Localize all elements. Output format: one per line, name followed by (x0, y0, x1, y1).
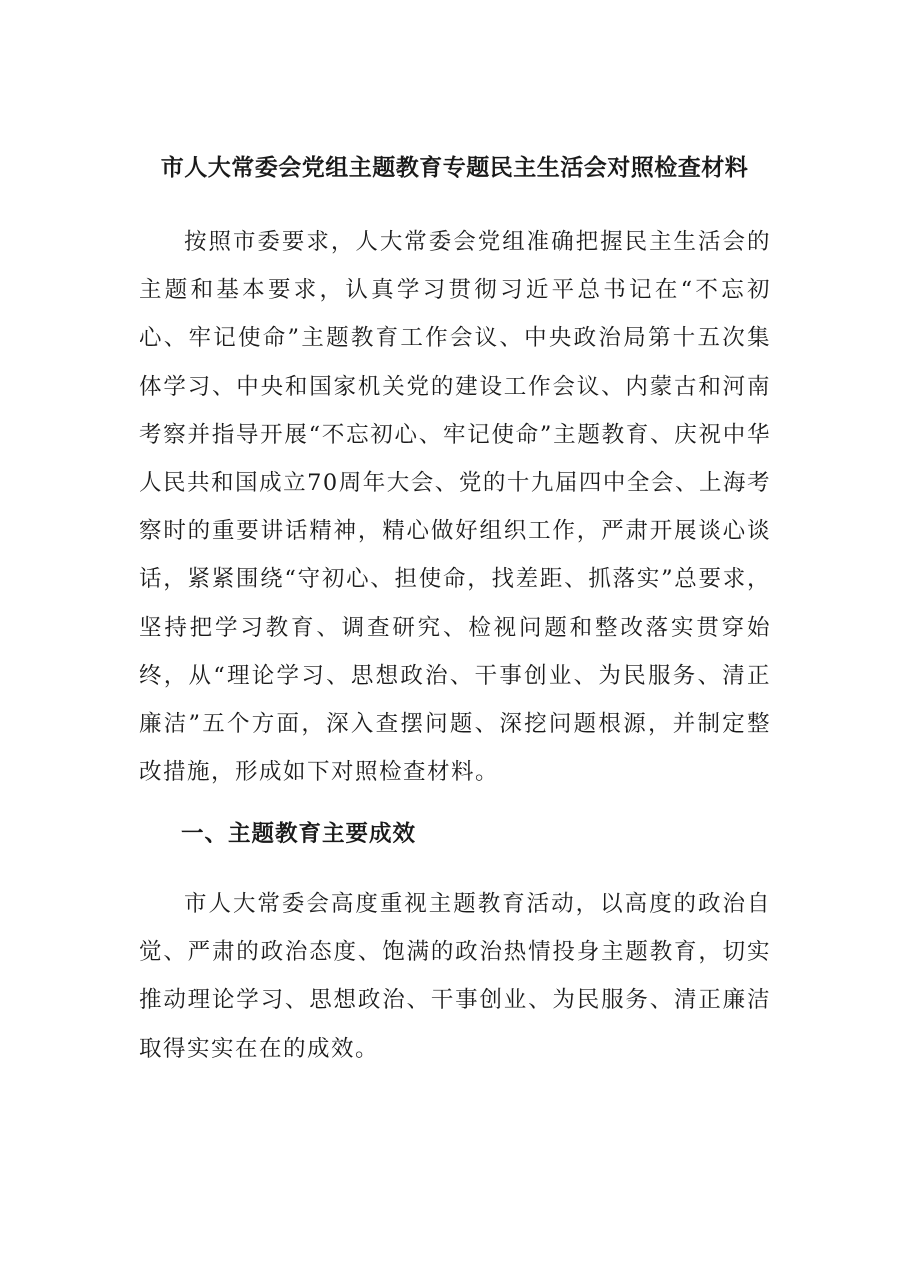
intro-paragraph: 按照市委要求，人大常委会党组准确把握民主生活会的主题和基本要求，认真学习贯彻习近平总书记在“不忘初心、牢记使命”主题教育工作会议、中央政治局第十五次集体学习、中央和国家机关党的建设工作会议、内蒙古和河南考察并指导开展“不忘初心、牢记使命”主题教育、庆祝中华人民共和国成立70周年大会、党的十九届四中全会、上海考察时的重要讲话精神，精心做好组织工作，严肃开展谈心谈话，紧紧围绕“守初心、担使命，找差距、抓落实”总要求，坚持把学习教育、调查研究、检视问题和整改落实贯穿始终，从“理论学习、思想政治、干事创业、为民服务、清正廉洁”五个方面，深入查摆问题、深挖问题根源，并制定整改措施，形成如下对照检查材料。 (139, 229, 771, 786)
document-title: 市人大常委会党组主题教育专题民主生活会对照检查材料 (160, 154, 749, 181)
section-1-paragraph: 市人大常委会高度重视主题教育活动，以高度的政治自觉、严肃的政治态度、饱满的政治热情投身主题教育，切实推动理论学习、思想政治、干事创业、为民服务、清正廉洁取得实实在在的成效。 (139, 891, 771, 1062)
section-heading-1: 一、主题教育主要成效 (181, 821, 417, 847)
